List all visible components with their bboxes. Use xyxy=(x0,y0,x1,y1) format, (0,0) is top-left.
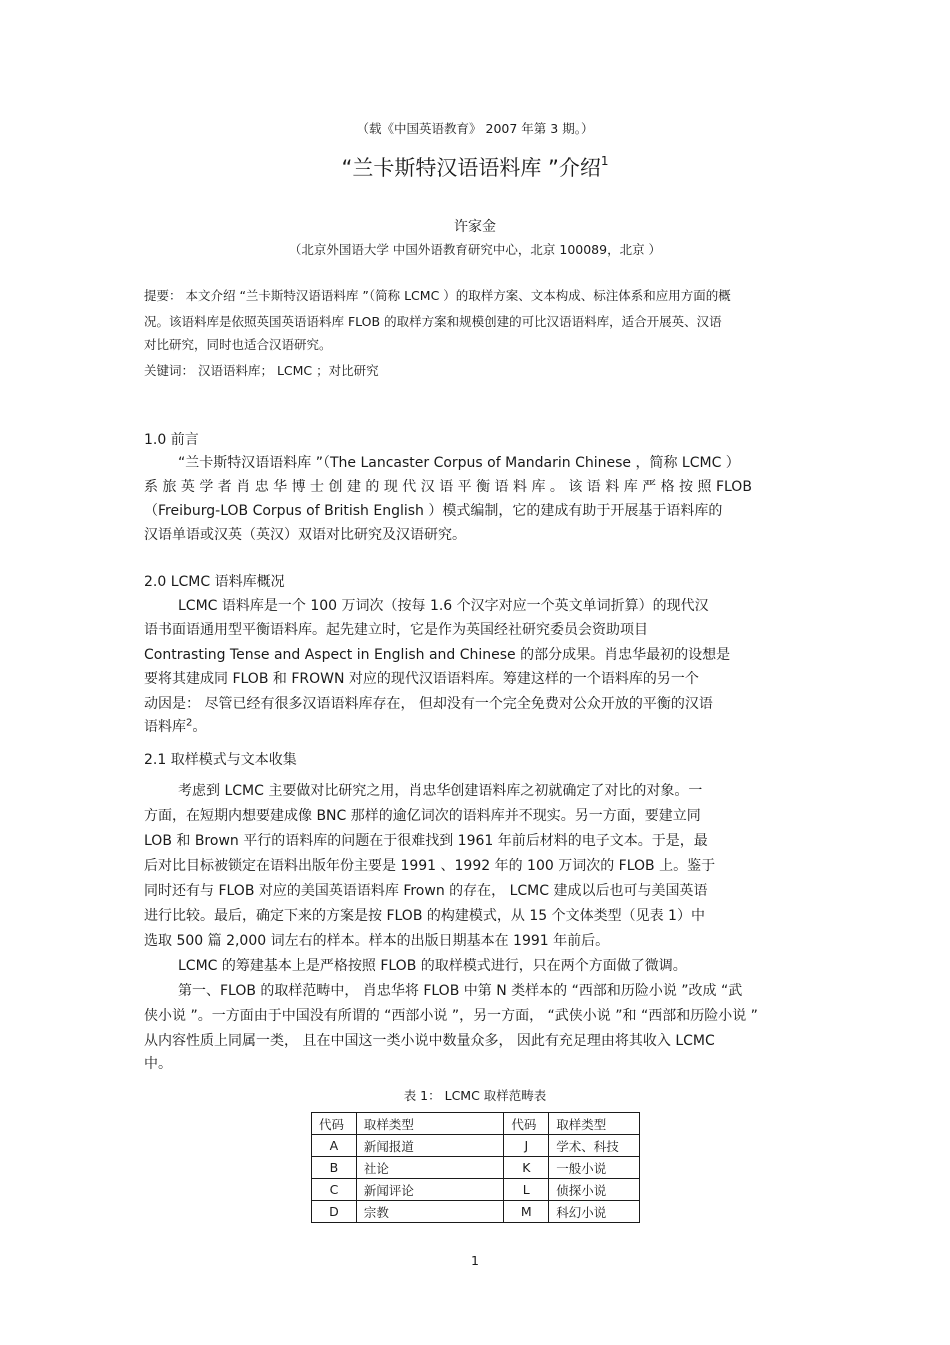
table-cell: 新闻报道 xyxy=(356,1135,503,1157)
table-row xyxy=(312,1135,640,1157)
table-row xyxy=(312,1201,640,1223)
table-cell: 新闻评论 xyxy=(356,1179,503,1201)
table-cell: C xyxy=(312,1179,357,1201)
author-name: 许家金 xyxy=(454,219,496,235)
paragraph-line: 侠小说 ”。一方面由于中国没有所谓的 “西部小说 ”，另一方面， “武侠小说 ”和 “西部和历险小说 ” xyxy=(144,1008,758,1024)
column-header: 取样类型 xyxy=(549,1113,640,1135)
table-caption: 表 1： LCMC 取样范畴表 xyxy=(403,1088,547,1103)
author-affiliation: （北京外国语大学 中国外语教育研究中心，北京 100089，北京 ） xyxy=(288,242,662,257)
paragraph-line: 汉语单语或汉英（英汉）双语对比研究及汉语研究。 xyxy=(144,527,466,543)
paragraph-text: 语料库 xyxy=(144,719,186,735)
sample-category-table xyxy=(311,1112,640,1223)
section-heading: 2.0 LCMC 语料库概况 xyxy=(144,574,285,590)
title-text: “兰卡斯特汉语语料库 ”介绍 xyxy=(341,156,601,180)
table-header-row xyxy=(312,1113,640,1135)
paragraph-line: LCMC 语料库是一个 100 万词次（按每 1.6 个汉字对应一个英文单词折算）的现代汉 xyxy=(178,598,709,614)
table-row xyxy=(312,1157,640,1179)
paragraph-line: 考虑到 LCMC 主要做对比研究之用，肖忠华创建语料库之初就确定了对比的对象。一 xyxy=(178,783,703,799)
title-footnote-marker: 1 xyxy=(600,154,609,168)
paragraph-line: 同时还有与 FLOB 对应的美国英语语料库 Frown 的存在， LCMC 建成以后也可与美国英语 xyxy=(144,883,708,899)
paragraph-line: （Freiburg-LOB Corpus of British English ）模式编制，它的建成有助于开展基于语料库的 xyxy=(144,503,723,519)
table-cell: D xyxy=(312,1201,357,1223)
paragraph-line: 后对比目标被锁定在语料出版年份主要是 1991 、1992 年的 100 万词次的 FLOB 上。鉴于 xyxy=(144,858,716,874)
paragraph-line xyxy=(144,716,206,736)
column-header: 代码 xyxy=(504,1113,549,1135)
paragraph-line: LCMC 的筹建基本上是严格按照 FLOB 的取样模式进行，只在两个方面做了微调。 xyxy=(178,958,687,974)
table-cell: J xyxy=(504,1135,549,1157)
table-cell: 宗教 xyxy=(356,1201,503,1223)
table-cell: L xyxy=(504,1179,549,1201)
paragraph-line: 选取 500 篇 2,000 词左右的样本。样本的出版日期基本在 1991 年前后。 xyxy=(144,933,610,949)
paragraph-text: 。 xyxy=(192,719,207,735)
page-number: 1 xyxy=(471,1253,479,1268)
abstract-line: 对比研究，同时也适合汉语研究。 xyxy=(144,337,332,352)
paragraph-line: 动因是： 尽管已经有很多汉语语料库存在， 但却没有一个完全免费对公众开放的平衡的汉语 xyxy=(144,696,713,712)
table-cell: 科幻小说 xyxy=(549,1201,640,1223)
paragraph-line: Contrasting Tense and Aspect in English and Chinese 的部分成果。肖忠华最初的设想是 xyxy=(144,647,731,663)
table-cell: 社论 xyxy=(356,1157,503,1179)
paragraph-line: 语书面语通用型平衡语料库。起先建立时，它是作为英国经社研究委员会资助项目 xyxy=(144,622,648,638)
section-heading: 2.1 取样模式与文本收集 xyxy=(144,752,297,768)
paragraph-line: “兰卡斯特汉语语料库 ”（The Lancaster Corpus of Mandarin Chinese ，简称 LCMC ） xyxy=(178,455,740,471)
paragraph-line: 从内容性质上同属一类， 且在中国这一类小说中数量众多， 因此有充足理由将其收入 LCMC xyxy=(144,1033,715,1049)
column-header: 代码 xyxy=(312,1113,357,1135)
table-cell: K xyxy=(504,1157,549,1179)
paragraph-line: 中。 xyxy=(144,1056,172,1072)
table-cell: M xyxy=(504,1201,549,1223)
paragraph-line: 系 旅 英 学 者 肖 忠 华 博 士 创 建 的 现 代 汉 语 平 衡 语 料 库 。 该 语 料 库 严 格 按 照 FLOB xyxy=(144,479,752,495)
abstract-line: 提要： 本文介绍 “兰卡斯特汉语语料库 ”（简称 LCMC ）的取样方案、文本构成、标注体系和应用方面的概 xyxy=(144,288,731,303)
section-heading: 1.0 前言 xyxy=(144,432,199,448)
paragraph-line: 方面，在短期内想要建成像 BNC 那样的逾亿词次的语料库并不现实。另一方面，要建立同 xyxy=(144,808,701,824)
source-note: （载《中国英语教育》 2007 年第 3 期。） xyxy=(356,121,594,136)
table-cell: 一般小说 xyxy=(549,1157,640,1179)
footnote-marker: 2 xyxy=(186,717,193,729)
table-row xyxy=(312,1179,640,1201)
paragraph-line: 第一、FLOB 的取样范畴中， 肖忠华将 FLOB 中第 N 类样本的 “西部和历险小说 ”改成 “武 xyxy=(178,983,743,999)
table-cell: 侦探小说 xyxy=(549,1179,640,1201)
keywords-line: 关键词： 汉语语料库； LCMC ；对比研究 xyxy=(144,363,379,378)
paragraph-line: 进行比较。最后，确定下来的方案是按 FLOB 的构建模式，从 15 个文体类型（见表 1）中 xyxy=(144,908,705,924)
paragraph-line: 要将其建成同 FLOB 和 FROWN 对应的现代汉语语料库。筹建这样的一个语料库的另一个 xyxy=(144,671,699,687)
table-cell: 学术、科技 xyxy=(549,1135,640,1157)
paragraph-line: LOB 和 Brown 平行的语料库的问题在于很难找到 1961 年前后材料的电子文本。于是，最 xyxy=(144,833,708,849)
abstract-line: 况。该语料库是依照英国英语语料库 FLOB 的取样方案和规模创建的可比汉语语料库，适合开展英、汉语 xyxy=(144,314,722,329)
column-header: 取样类型 xyxy=(356,1113,503,1135)
table-cell: A xyxy=(312,1135,357,1157)
paper-title xyxy=(0,152,950,182)
table-cell: B xyxy=(312,1157,357,1179)
